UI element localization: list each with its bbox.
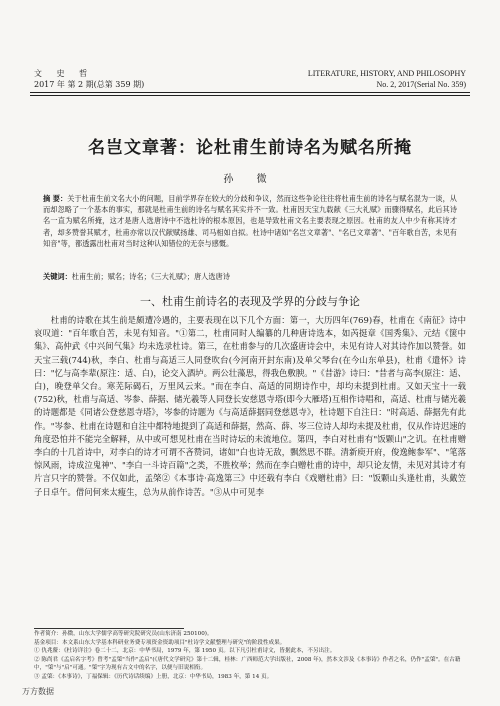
issue-cn: 2017 年 第 2 期(总第 359 期) <box>34 80 145 89</box>
abstract-text: 关于杜甫生前文名大小的问题，目前学界存在较大的分歧和争议，然而这些争论往往将杜甫生前的诗名与赋名混为一谈，从而却忽略了一个基本的事实，那就是杜甫生前的诗名与赋名其实并不一致。杜甫因天宝九载献《三大礼赋》而骤得赋名，此后其诗名一直为赋名所掩，这才是唐人选唐诗中不选杜诗的根本原因，也是导致杜甫文名主要表现之原因。杜甫的友人中少有称其诗才者，却多赞誉其赋才，杜甫亦常以汉代献赋扬雄、司马相如自拟。杜诗中诸如"名岂文章著"、"名已文章著"、"百年歌自苦，未见有知音"等，都透露出杜甫对当时这种认知错位的无奈与感慨。 <box>43 194 457 248</box>
journal-title-cn: 文 史 哲 <box>34 69 94 78</box>
abstract <box>43 193 457 249</box>
footnote: 作者简介：孙微，山东大学儒学高等研究院研究员(山东济南 250100)。 <box>34 631 213 637</box>
body-paragraph: 杜甫的诗歌在其生前是颇遭冷遇的，主要表现在以下几个方面：第一，大历四年(769)春，杜甫在《南征》诗中哀叹道："百年歌自苦，未见有知音。"①第二，杜甫同时人编纂的几种唐诗选本，如芮挺章《国秀集》、元结《箧中集》、高仲武《中兴间气集》均未选录杜诗。第三，在杜甫参与的几次盛唐诗会中，未见有诗人对其诗作加以赞誉。如天宝三载(744)秋，李白、杜甫与高适三人同登吹台(今河南开封东南)及单父琴台(在今山东单县)，杜甫《遣怀》诗曰："忆与高李辈(原注：适、白)，论交入酒垆。两公壮藻思，得我色敷腴。"《昔游》诗曰："昔者与高李(原注：适、白)，晚登单父台。寒芜际碣石，万里风云来。"而在李白、高适的同期诗作中，却均未提到杜甫。又如天宝十一载(752)秋，杜甫与高适、岑参、薛据、储光羲等人同登长安慈恩寺塔(即今大雁塔)互相作诗唱和，高适、杜甫与储光羲的诗题都是《同诸公登慈恩寺塔》，岑参的诗题为《与高适薛据同登慈恩寺》，杜诗题下自注曰："时高适、薛据先有此作。"岑参、杜甫在诗题和自注中都特地提到了高适和薛据，然高、薛、岑三位诗人却均未提及杜甫，仅从作诗迟速的角度恐怕并不能完全解释，从中或可想见杜甫在当时诗坛的未流地位。第四，李白对杜甫有"饭颗山"之讥。在杜甫赠李白的十几首诗中，对李白的诗才可谓不吝赞词，诸如"白也诗无敌，飘然思不群。清新庾开府，俊逸鲍参军"、"笔落惊风雨，诗成泣鬼神"、"李白一斗诗百篇"之类，不胜枚举；然而在李白赠杜甫的诗中，却只论友情，未见对其诗才有片言只字的赞誉。不仅如此，孟棨②《本事诗·高逸第三》中还载有李白《戏赠杜甫》曰："饭颗山头逢杜甫，头戴笠子日卓午。借问何来太瘦生，总为从前作诗苦。"③从中可见李 <box>34 315 466 497</box>
footnotes <box>34 630 466 682</box>
footnote: ① 仇兆鳌：《杜诗详注》卷二十二，北京：中华书局，1979 年，第 1950 页。以下凡引杜甫诗文，皆据此本，不另出注。 <box>34 648 336 655</box>
issue-en: No. 2, 2017(Serial No. 359) <box>376 80 466 89</box>
header-right <box>308 68 466 90</box>
keywords-text: 杜甫生前；赋名；诗名；《三大礼赋》；唐人选唐诗 <box>71 272 230 281</box>
header-rule-thick <box>30 92 470 93</box>
watermark-text: 万方数据 <box>22 687 54 696</box>
article-author: 孙 微 <box>223 174 277 185</box>
footnote-rule <box>34 628 184 629</box>
journal-title-en: LITERATURE, HISTORY, AND PHILOSOPHY <box>307 69 466 78</box>
footnote: ③ 孟棨：《本事诗》，丁福保辑：《历代诗话续编》上册，北京：中华书局，1983 年，第 14 页。 <box>34 673 273 680</box>
keywords-label: 关键词： <box>43 272 72 281</box>
section-heading: 一、杜甫生前诗名的表现及学界的分歧与争论 <box>140 295 360 308</box>
abstract-label: 摘 要： <box>43 194 68 203</box>
footnote: ② 陈尚君《孟启名字考》曾考"孟棨"当作"孟启"(《唐代文学研究》第十二辑，桂林：广西师范大学出版社，2008 年)，然本文涉及《本事诗》作者之名，仍作"孟棨"。在古籍中，"棨"与"启"可通。"棨"字为现有古文中的名字，以便与旧说相衔。 <box>34 656 461 672</box>
header-rule-thin <box>30 95 470 96</box>
article-title: 名岂文章著：论杜甫生前诗名为赋名所掩 <box>88 138 412 158</box>
header-left <box>34 68 144 90</box>
keywords <box>43 271 457 282</box>
footnote: 基金项目：本文系山东大学基本科研业务费专项资金资助项目"杜诗学文献整理与研究"的阶段性成果。 <box>34 639 286 646</box>
body-text <box>34 314 466 499</box>
